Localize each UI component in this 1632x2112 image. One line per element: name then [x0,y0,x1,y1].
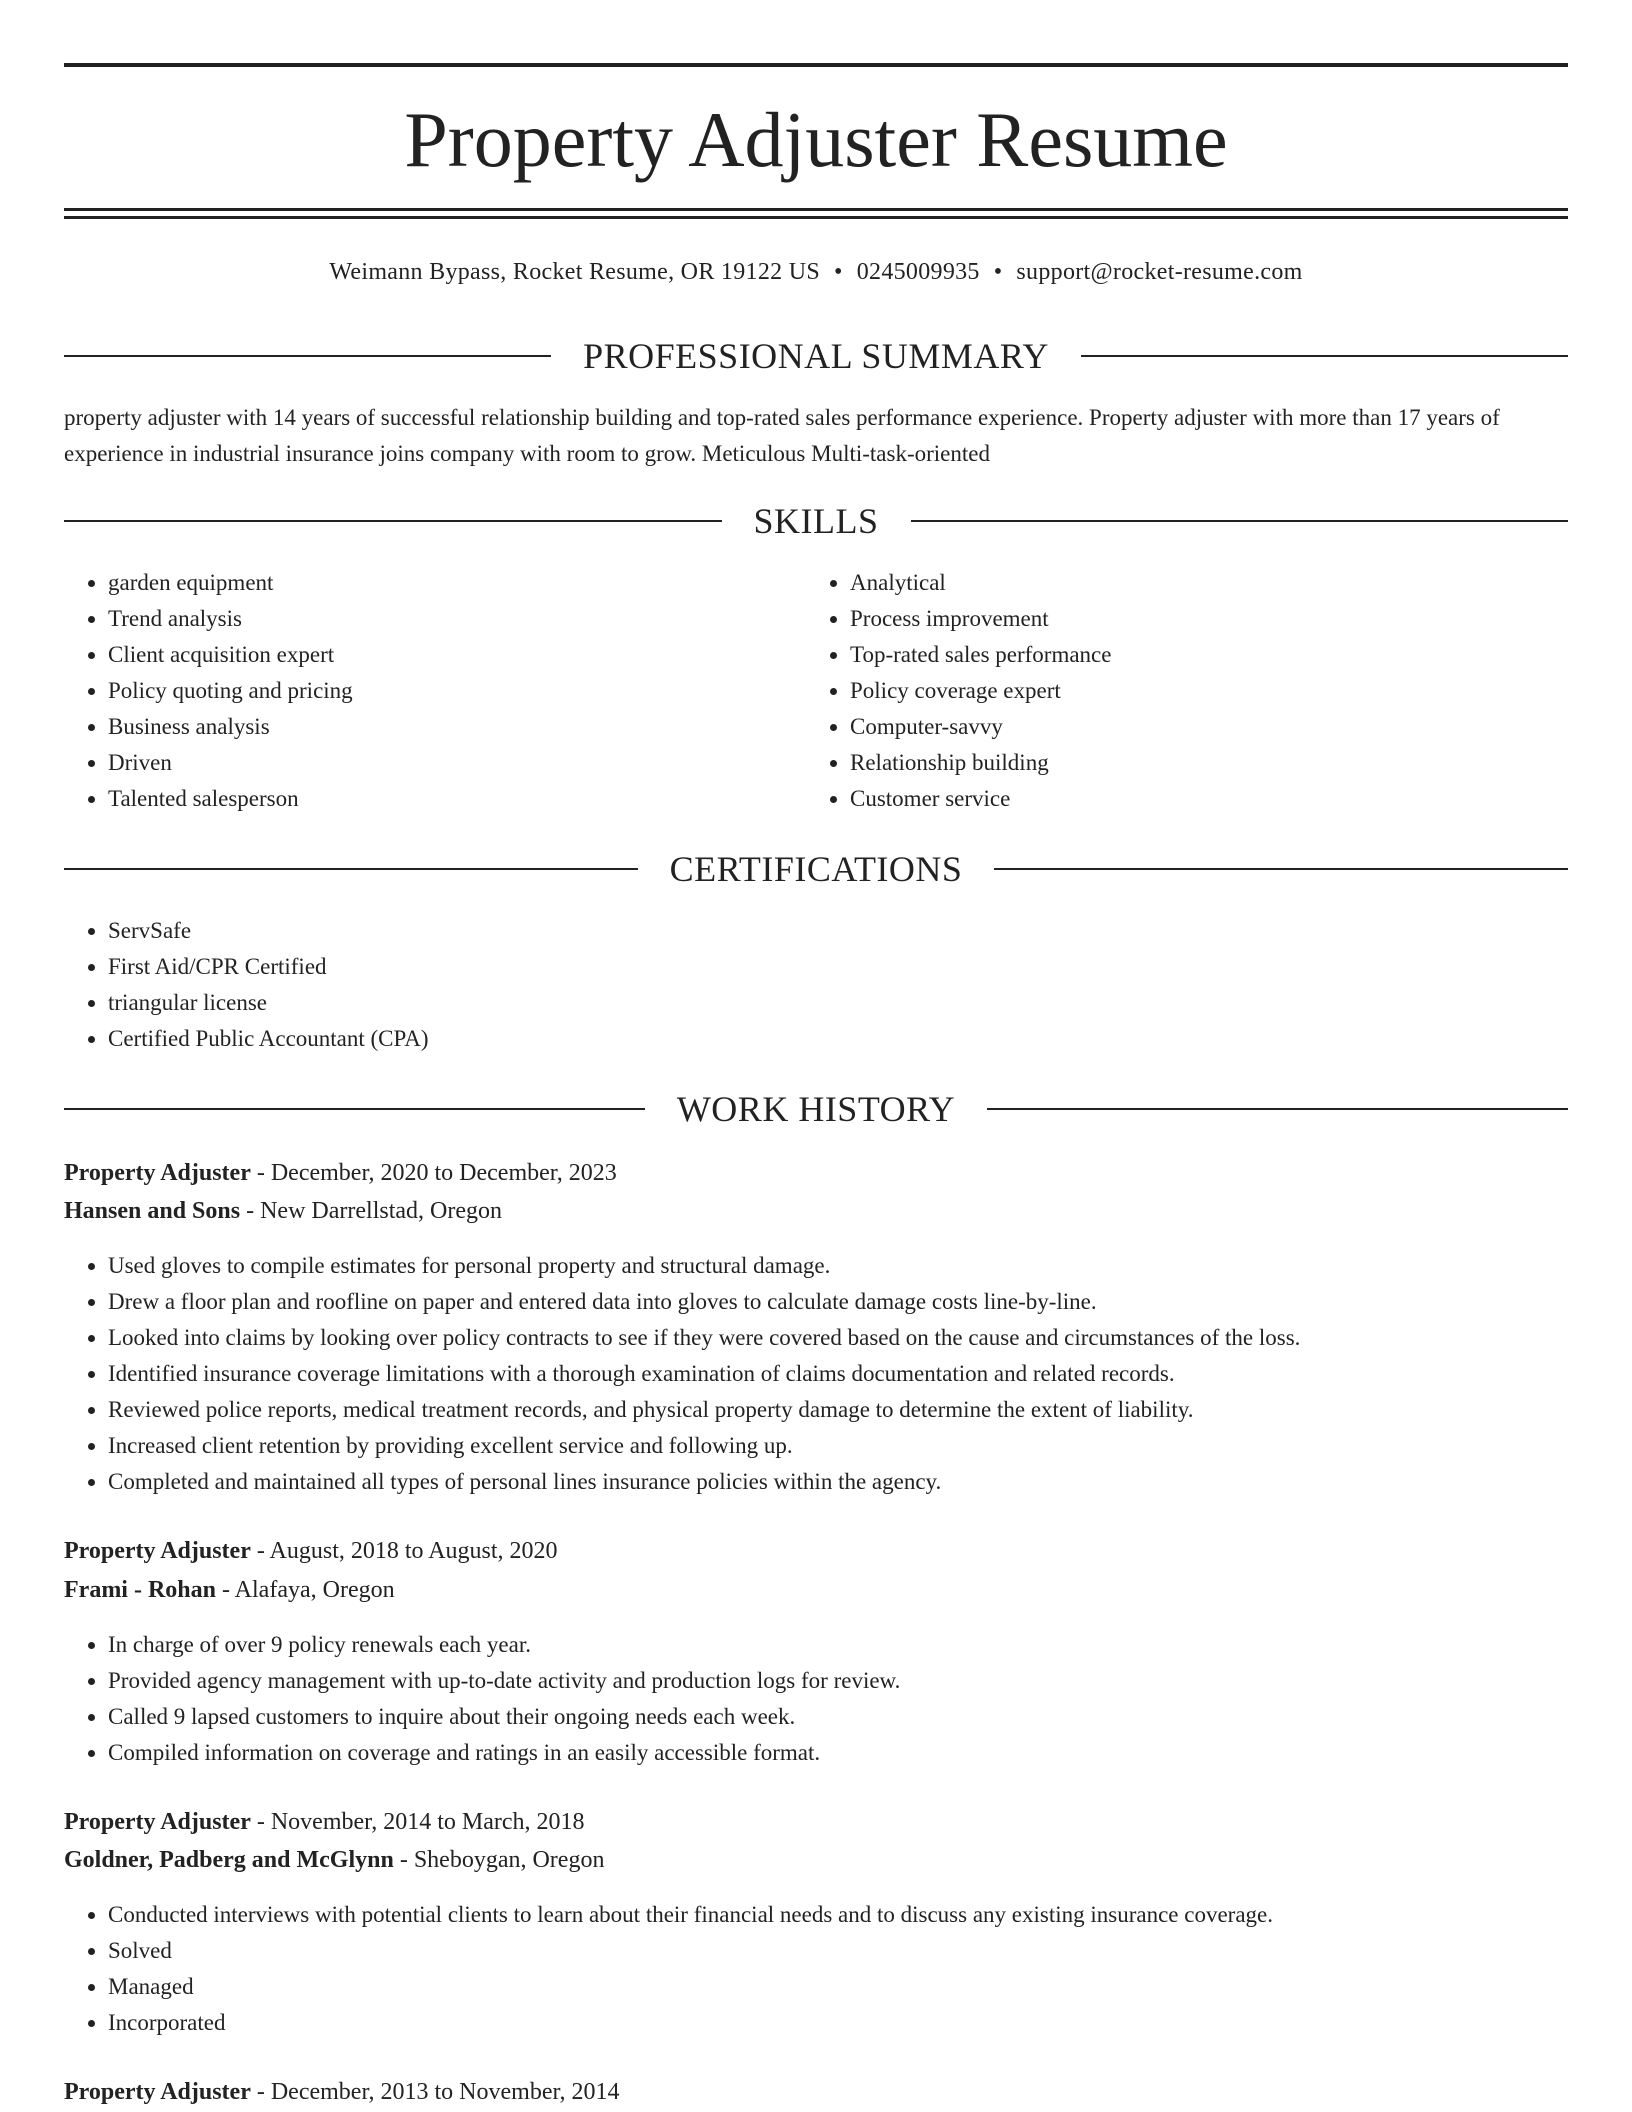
job-bullet: • Conducted interviews with potential clients to learn about their financial needs and to discuss any existing insurance coverage. [108,1897,1568,1933]
skill-item: • Analytical [850,565,1550,601]
job-role: Property Adjuster [64,2079,251,2105]
job-company: Hansen and Sons [64,1198,241,1224]
job-title-line [64,1804,1568,1840]
job-bullet: • Called 9 lapsed customers to inquire about their ongoing needs each week. [108,1699,1568,1735]
job-title-line [64,2074,1568,2110]
job-bullet: • Provided agency management with up-to-date activity and production logs for review. [108,1663,1568,1699]
job-company: Frami - Rohan [64,1577,216,1603]
skill-item: • garden equipment [108,565,808,601]
skills-heading [64,498,1568,544]
work-history-heading-text: WORK HISTORY [676,1089,956,1129]
page-title: Property Adjuster Resume [404,96,1228,183]
skills-list-left [64,565,808,817]
skill-item: • Process improvement [850,601,1550,637]
job-bullet: • Looked into claims by looking over policy contracts to see if they were covered based on the cause and circumstances of the loss. [108,1320,1568,1356]
skill-item: • Policy quoting and pricing [108,673,808,709]
skill-item: • Talented salesperson [108,781,808,817]
job-dates: - December, 2020 to December, 2023 [250,1160,617,1186]
certification-item: • ServSafe [108,913,1568,949]
contact-line [64,254,1568,290]
work-history-heading [64,1086,1568,1132]
skill-item: • Policy coverage expert [850,673,1550,709]
top-rule [64,63,1568,67]
skill-item: • Relationship building [850,745,1550,781]
skill-item: • Trend analysis [108,601,808,637]
skill-item: • Customer service [850,781,1550,817]
contact-separator: • [834,259,843,285]
job-company-line [64,1193,1568,1229]
job-bullet: • Reviewed police reports, medical treatment records, and physical property damage to determine the extent of liability. [108,1392,1568,1428]
job-location: - Sheboygan, Oregon [393,1847,605,1873]
job-dates: - August, 2018 to August, 2020 [250,1538,558,1564]
skill-item: • Business analysis [108,709,808,745]
job-bullet: • Solved [108,1933,1568,1969]
job-bullets [64,1897,1568,2041]
skill-item: • Client acquisition expert [108,637,808,673]
job-role: Property Adjuster [64,1538,251,1564]
certifications-list [64,913,1568,1057]
contact-separator: • [993,259,1003,285]
job-role: Property Adjuster [64,1160,251,1186]
job-dates: - November, 2014 to March, 2018 [250,1809,585,1835]
title-rule-lower [64,216,1568,219]
job-bullet: • Completed and maintained all types of personal lines insurance policies within the agency. [108,1464,1568,1500]
job-title-line [64,1155,1568,1191]
job-dates: - December, 2013 to November, 2014 [250,2079,620,2105]
job-bullet: • Identified insurance coverage limitations with a thorough examination of claims documentation and related records. [108,1356,1568,1392]
job-bullet: • Incorporated [108,2005,1568,2041]
skills-heading-text: SKILLS [753,501,879,541]
job-bullet: • Increased client retention by providing excellent service and following up. [108,1428,1568,1464]
skills-list-right [806,565,1550,817]
skill-item: • Top-rated sales performance [850,637,1550,673]
contact-email: support@rocket-resume.com [1016,259,1303,285]
summary-heading [64,333,1568,379]
job-bullet: • Drew a floor plan and roofline on paper and entered data into gloves to calculate damage costs line-by-line. [108,1284,1568,1320]
title-rule-upper [64,208,1568,211]
job-bullets [64,1248,1568,1500]
job-company-line [64,1842,1568,1878]
certification-item: • First Aid/CPR Certified [108,949,1568,985]
job-bullets [64,1627,1568,1771]
job-bullet: • Compiled information on coverage and ratings in an easily accessible format. [108,1735,1568,1771]
job-location: - New Darrellstad, Oregon [240,1198,502,1224]
job-bullet: • Managed [108,1969,1568,2005]
certification-item: • triangular license [108,985,1568,1021]
skill-item: • Driven [108,745,808,781]
job-bullet: • In charge of over 9 policy renewals each year. [108,1627,1568,1663]
summary-heading-text: PROFESSIONAL SUMMARY [583,336,1049,376]
certifications-heading [64,846,1568,892]
job-role: Property Adjuster [64,1809,251,1835]
contact-phone: 0245009935 [856,259,980,285]
certifications-heading-text: CERTIFICATIONS [669,849,963,889]
summary-text: property adjuster with 14 years of successful relationship building and top-rated sales performance experience. Property adjuster with more than 17 years of experience in industrial insurance joins company with room to grow. Meticulous Multi-task-oriented [64,405,1500,466]
job-company: Goldner, Padberg and McGlynn [64,1847,394,1873]
job-company-line [64,1572,1568,1608]
skill-item: • Computer-savvy [850,709,1550,745]
job-bullet: • Used gloves to compile estimates for personal property and structural damage. [108,1248,1568,1284]
job-title-line [64,1533,1568,1569]
job-location: - Alafaya, Oregon [216,1577,395,1603]
certification-item: • Certified Public Accountant (CPA) [108,1021,1568,1057]
contact-address: Weimann Bypass, Rocket Resume, OR 19122 US [329,259,821,285]
